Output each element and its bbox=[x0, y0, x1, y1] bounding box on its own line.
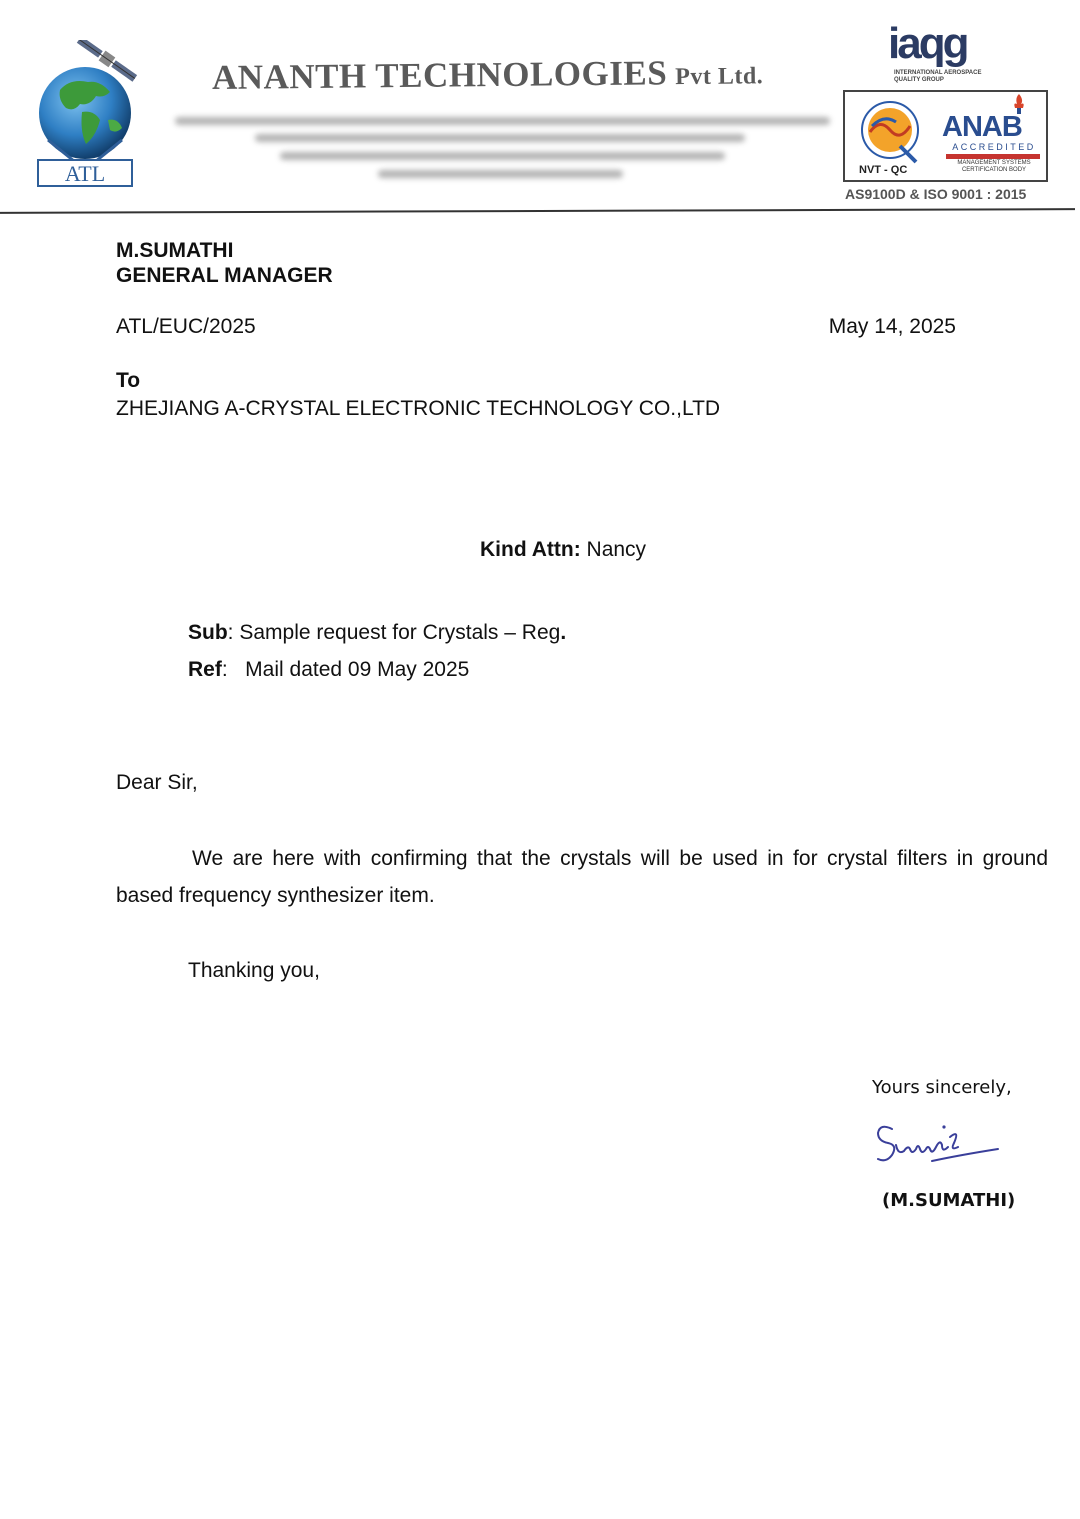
iaqg-subtitle: INTERNATIONAL AEROSPACE QUALITY GROUP bbox=[894, 70, 982, 83]
subject-label: Sub bbox=[188, 621, 228, 644]
sender-name: M.SUMATHI bbox=[116, 239, 234, 262]
redacted-address-line bbox=[175, 117, 830, 125]
salutation: Dear Sir, bbox=[116, 771, 198, 794]
company-name bbox=[212, 52, 764, 98]
recipient-company: ZHEJIANG A-CRYSTAL ELECTRONIC TECHNOLOGY CO.,LTD bbox=[116, 397, 721, 420]
anab-logo-text: ANAB bbox=[942, 111, 1022, 143]
iaqg-logo-text: iaqg bbox=[888, 19, 967, 68]
redacted-address-line bbox=[280, 152, 725, 160]
reference-number: ATL/EUC/2025 bbox=[116, 315, 256, 338]
signatory-name: (M.SUMATHI) bbox=[882, 1190, 1016, 1211]
subject-end-mark: . bbox=[560, 621, 567, 644]
to-label: To bbox=[116, 369, 141, 392]
anab-subtitle: MANAGEMENT SYSTEMS CERTIFICATION BODY bbox=[957, 160, 1031, 173]
atl-logo-text: ATL bbox=[64, 161, 106, 186]
redacted-address-line bbox=[378, 170, 623, 178]
attention-line bbox=[480, 538, 646, 562]
subject-line bbox=[188, 621, 566, 645]
iaqg-logo bbox=[888, 18, 1018, 88]
atl-globe-logo bbox=[30, 40, 160, 190]
sender-designation: GENERAL MANAGER bbox=[116, 264, 333, 287]
certification-standard: AS9100D & ISO 9001 : 2015 bbox=[845, 186, 1027, 202]
nvt-qc-label: NVT - QC bbox=[859, 164, 908, 176]
anab-accredited-text: ACCREDITED bbox=[952, 142, 1036, 152]
company-suffix: Pvt Ltd. bbox=[675, 63, 764, 91]
nvt-qc-logo bbox=[850, 96, 934, 172]
anab-logo bbox=[940, 108, 1046, 180]
header-divider bbox=[0, 208, 1075, 214]
body-paragraph: We are here with confirming that the crystals will be used in for crystal filters in ground based frequency synthesizer item. bbox=[116, 847, 1048, 907]
thanks-line: Thanking you, bbox=[188, 959, 320, 982]
valediction: Yours sincerely, bbox=[872, 1077, 1012, 1098]
anab-band bbox=[946, 154, 1040, 159]
company-name-text: ANANTH TECHNOLOGIES bbox=[211, 53, 668, 97]
attention-name: Nancy bbox=[586, 538, 647, 561]
reference-line bbox=[188, 658, 469, 682]
attention-label: Kind Attn: bbox=[480, 538, 581, 561]
certification-box bbox=[843, 90, 1048, 182]
subject-text: : Sample request for Crystals – Reg bbox=[227, 621, 561, 644]
handwritten-signature bbox=[870, 1115, 1005, 1170]
letter-date: May 14, 2025 bbox=[828, 315, 956, 338]
redacted-address-line bbox=[255, 134, 745, 142]
reference-label: Ref bbox=[188, 658, 222, 681]
reference-text: : Mail dated 09 May 2025 bbox=[221, 658, 470, 681]
letterhead bbox=[0, 0, 1080, 215]
